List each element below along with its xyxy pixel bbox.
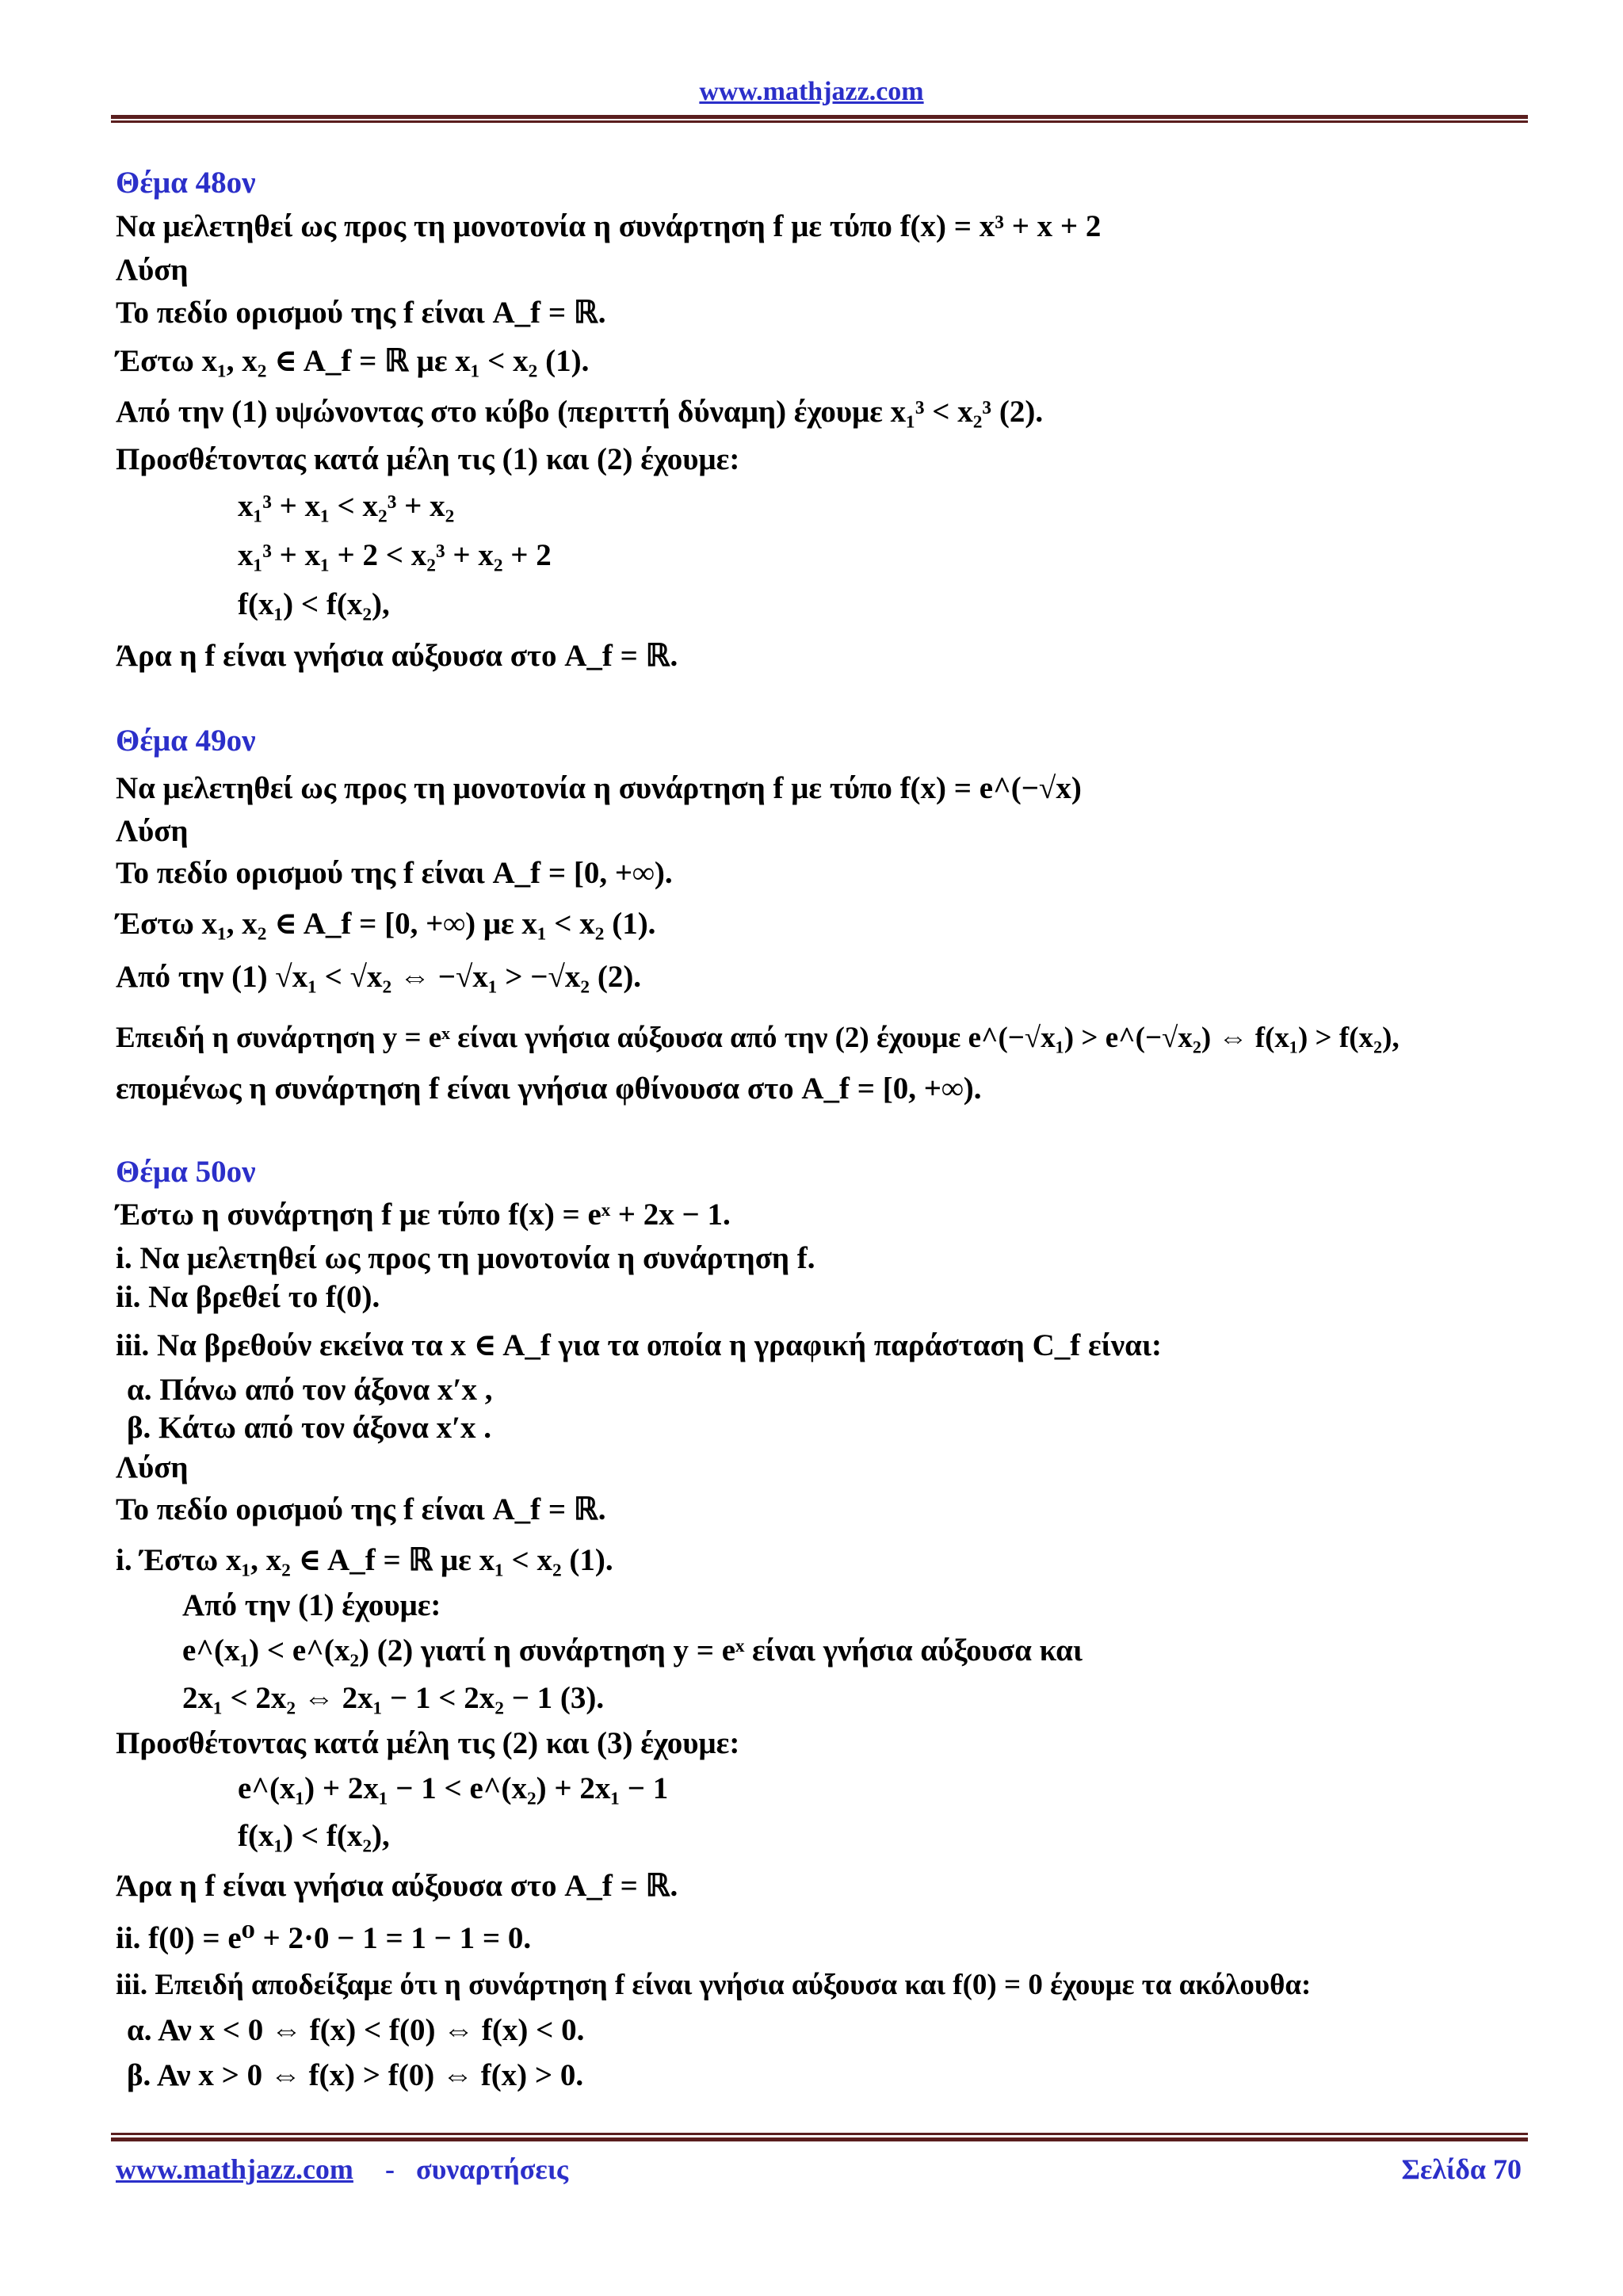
- footer-rule-top: [111, 2133, 1528, 2135]
- text-line: Έστω x₁, x₂ ∈ A_f = [0, +∞) με x₁ < x₂ (1).: [116, 907, 656, 941]
- header-link[interactable]: www.mathjazz.com: [699, 77, 924, 106]
- text-line: Από την (1) υψώνοντας στο κύβο (περιττή δύναμη) έχουμε x₁³ < x₂³ (2).: [116, 395, 1044, 429]
- conclusion-line: επομένως η συνάρτηση f είναι γνήσια φθίνουσα στο A_f = [0, +∞).: [116, 1072, 982, 1106]
- solution-label: Λύση: [116, 814, 189, 848]
- footer-link[interactable]: www.mathjazz.com: [116, 2153, 353, 2185]
- text-line: Έστω x₁, x₂ ∈ A_f = ℝ με x₁ < x₂ (1).: [116, 344, 590, 378]
- text-line: Επειδή η συνάρτηση y = eˣ είναι γνήσια αύξουσα από την (2) έχουμε e^(−√x₁) > e^(−√x₂) ⇔ f(x₁) > f(x₂),: [116, 1022, 1400, 1054]
- topic-49-statement: Να μελετηθεί ως προς τη μονοτονία η συνάρτηση f με τύπο f(x) = e^(−√x): [116, 771, 1082, 805]
- math-line: e^(x₁) + 2x₁ − 1 < e^(x₂) + 2x₁ − 1: [238, 1771, 669, 1805]
- math-line: x₁³ + x₁ + 2 < x₂³ + x₂ + 2: [238, 538, 552, 572]
- text-line: e^(x₁) < e^(x₂) (2) γιατί η συνάρτηση y = eˣ είναι γνήσια αύξουσα και: [182, 1633, 1083, 1668]
- footer-rule-bottom: [111, 2137, 1528, 2141]
- answer-iii-line: iii. Επειδή αποδείξαμε ότι η συνάρτηση f είναι γνήσια αύξουσα και f(0) = 0 έχουμε τα ακόλουθα:: [116, 1969, 1312, 2001]
- conclusion-line: Άρα η f είναι γνήσια αύξουσα στο A_f = ℝ.: [116, 639, 678, 673]
- text-line: Το πεδίο ορισμού της f είναι A_f = ℝ.: [116, 1492, 606, 1526]
- topic-48-title: Θέμα 48ον: [116, 166, 256, 200]
- text-line: Το πεδίο ορισμού της f είναι A_f = ℝ.: [116, 296, 606, 330]
- text-line: Προσθέτοντας κατά μέλη τις (1) και (2) έχουμε:: [116, 442, 740, 476]
- text-line: Από την (1) έχουμε:: [182, 1588, 441, 1622]
- question-iii-b: β. Κάτω από τον άξονα x′x .: [127, 1411, 492, 1445]
- footer-section: συναρτήσεις: [416, 2153, 569, 2185]
- footer-page-number: Σελίδα 70: [1401, 2153, 1522, 2185]
- topic-49-title: Θέμα 49ον: [116, 724, 256, 758]
- math-line: f(x₁) < f(x₂),: [238, 587, 390, 621]
- text-line: Από την (1) √x₁ < √x₂ ⇔ −√x₁ > −√x₂ (2).: [116, 960, 642, 994]
- text-line: Προσθέτοντας κατά μέλη τις (2) και (3) έχουμε:: [116, 1726, 740, 1760]
- header-rule-top: [111, 115, 1528, 119]
- topic-50-statement: Έστω η συνάρτηση f με τύπο f(x) = eˣ + 2x − 1.: [116, 1198, 731, 1232]
- topic-50-title: Θέμα 50ον: [116, 1155, 256, 1189]
- math-line: 2x₁ < 2x₂ ⇔ 2x₁ − 1 < 2x₂ − 1 (3).: [182, 1681, 605, 1715]
- math-line: x₁³ + x₁ < x₂³ + x₂: [238, 489, 455, 523]
- topic-48-statement: Να μελετηθεί ως προς τη μονοτονία η συνάρτηση f με τύπο f(x) = x³ + x + 2: [116, 209, 1102, 243]
- answer-ii-line: ii. f(0) = e⁰ + 2·0 − 1 = 1 − 1 = 0.: [116, 1921, 532, 1955]
- solution-label: Λύση: [116, 253, 189, 287]
- question-i: i. Να μελετηθεί ως προς τη μονοτονία η συνάρτηση f.: [116, 1241, 815, 1275]
- conclusion-line: Άρα η f είναι γνήσια αύξουσα στο A_f = ℝ.: [116, 1869, 678, 1903]
- question-iii-a: α. Πάνω από τον άξονα x′x ,: [127, 1373, 493, 1407]
- math-line: f(x₁) < f(x₂),: [238, 1819, 390, 1853]
- question-ii: ii. Να βρεθεί το f(0).: [116, 1280, 380, 1314]
- text-line: Το πεδίο ορισμού της f είναι A_f = [0, +∞).: [116, 856, 673, 890]
- question-iii: iii. Να βρεθούν εκείνα τα x ∈ A_f για τα οποία η γραφική παράσταση C_f είναι:: [116, 1328, 1163, 1362]
- answer-iii-a: α. Αν x < 0 ⇔ f(x) < f(0) ⇔ f(x) < 0.: [127, 2013, 585, 2047]
- footer-separator: -: [385, 2153, 395, 2185]
- header-rule-bottom: [111, 120, 1528, 123]
- answer-i-line: i. Έστω x₁, x₂ ∈ A_f = ℝ με x₁ < x₂ (1).: [116, 1543, 613, 1577]
- solution-label: Λύση: [116, 1450, 189, 1484]
- answer-iii-b: β. Αν x > 0 ⇔ f(x) > f(0) ⇔ f(x) > 0.: [127, 2058, 584, 2092]
